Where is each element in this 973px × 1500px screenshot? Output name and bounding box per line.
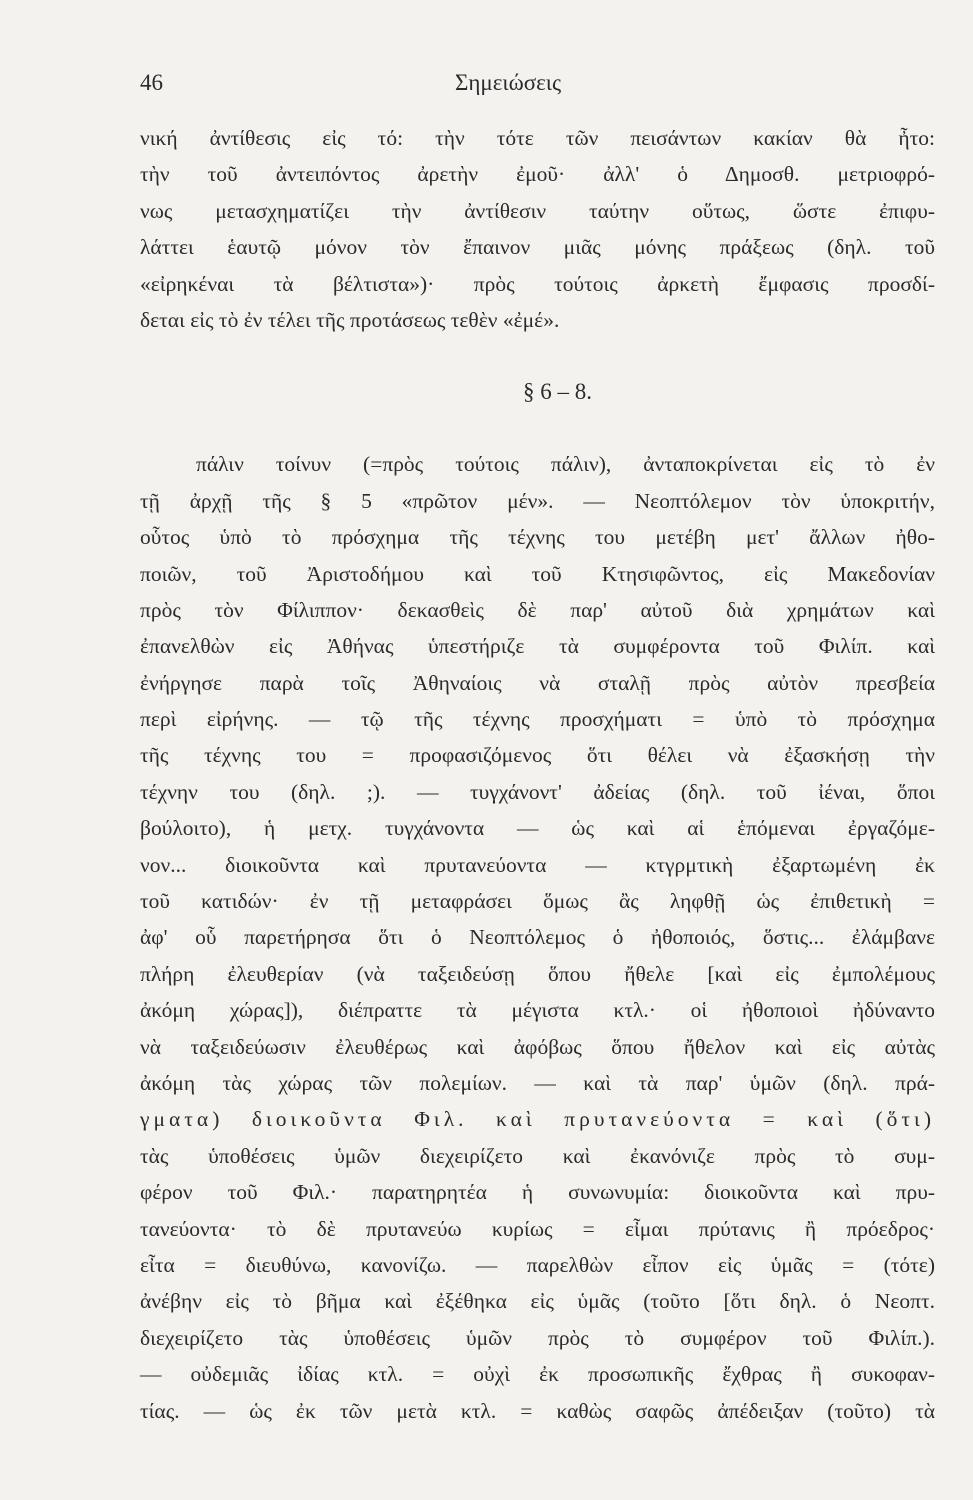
text-line: γματα) διοικοῦντα Φιλ. καὶ πρυτανεύοντα = καὶ (ὅτι) [140, 1107, 935, 1132]
text-line: πρὸς τὸν Φίλιππον· δεκασθεὶς δὲ παρ' αὐτοῦ διὰ χρημάτων καὶ [140, 597, 935, 622]
text-line: πλήρη ἐλευθερίαν (νὰ ταξειδεύσῃ ὅπου ἤθελε [καὶ εἰς ἐμπολέμους [140, 961, 935, 986]
text-line: ἀνέβην εἰς τὸ βῆμα καὶ ἐξέθηκα εἰς ὑμᾶς (τοῦτο [ὅτι δηλ. ὁ Νεοπτ. [140, 1289, 935, 1314]
section-heading: § 6 – 8. [523, 379, 592, 405]
paragraph-2 [140, 446, 935, 1429]
text-line: νως μετασχηματίζει τὴν ἀντίθεσιν ταύτην οὕτως, ὥστε ἐπιφυ- [140, 198, 935, 223]
text-line: ἀφ' οὗ παρετήρησα ὅτι ὁ Νεοπτόλεμος ὁ ἠθοποιός, ὅστις... ἐλάμβανε [140, 925, 935, 950]
text-line: νὰ ταξειδεύωσιν ἐλευθέρως καὶ ἀφόβως ὅπου ἤθελον καὶ εἰς αὐτὰς [140, 1034, 935, 1059]
text-line: διεχειρίζετο τὰς ὑποθέσεις ὑμῶν πρὸς τὸ συμφέρον τοῦ Φιλίπ.). [140, 1325, 935, 1350]
text-line: εἶτα = διευθύνω, κανονίζω. — παρελθὼν εἶπον εἰς ὑμᾶς = (τότε) [140, 1252, 935, 1277]
text-line: νον... διοικοῦντα καὶ πρυτανεύοντα — κτγρμτικὴ ἐξαρτωμένη ἐκ [140, 852, 935, 877]
text-line: νική ἀντίθεσις εἰς τό: τὴν τότε τῶν πεισάντων κακίαν θὰ ἦτο: [140, 126, 935, 150]
text-line: «εἰρηκέναι τὰ βέλτιστα»)· πρὸς τούτοις ἀρκετὴ ἔμφασις προσδί- [140, 271, 935, 296]
text-line: τέχνην του (δηλ. ;). — τυγχάνοντ' ἀδείας (δηλ. τοῦ ἰέναι, ὅποι [140, 779, 935, 804]
text-line: ἀκόμη χώρας]), διέπραττε τὰ μέγιστα κτλ.· οἱ ἠθοποιοὶ ἠδύναντο [140, 998, 935, 1023]
text-line: τοῦ κατιδών· ἐν τῇ μεταφράσει ὅμως ἂς ληφθῇ ὡς ἐπιθετικὴ = [140, 889, 935, 914]
text-line: περὶ εἰρήνης. — τῷ τῆς τέχνης προσχήματι = ὑπὸ τὸ πρόσχημα [140, 707, 935, 732]
body-text [140, 120, 935, 1429]
text-line: ἐπανελθὼν εἰς Ἀθήνας ὑπεστήριζε τὰ συμφέροντα τοῦ Φιλίπ. καὶ [140, 634, 935, 659]
text-line: λάττει ἑαυτῷ μόνον τὸν ἔπαινον μιᾶς μόνης πράξεως (δηλ. τοῦ [140, 235, 935, 260]
text-line: ποιῶν, τοῦ Ἀριστοδήμου καὶ τοῦ Κτησιφῶντος, εἰς Μακεδονίαν [140, 561, 935, 586]
text-line: πάλιν τοίνυν (=πρὸς τούτοις πάλιν), ἀνταποκρίνεται εἰς τὸ ἐν [196, 452, 935, 477]
text-line: ἀκόμη τὰς χώρας τῶν πολεμίων. — καὶ τὰ παρ' ὑμῶν (δηλ. πρά- [140, 1070, 935, 1095]
text-line: τὰς ὑποθέσεις ὑμῶν διεχειρίζετο καὶ ἐκανόνιζε πρὸς τὸ συμ- [140, 1143, 935, 1168]
page-header [140, 70, 930, 106]
text-line: βούλοιτο), ἡ μετχ. τυγχάνοντα — ὡς καὶ αἱ ἑπόμεναι ἐργαζόμε- [140, 816, 935, 841]
text-line: — οὐδεμιᾶς ἰδίας κτλ. = οὐχὶ ἐκ προσωπικῆς ἔχθρας ἢ συκοφαν- [140, 1362, 935, 1387]
text-line: δεται εἰς τὸ ἐν τέλει τῆς προτάσεως τεθὲν «ἐμέ». [140, 307, 560, 332]
text-line: οὗτος ὑπὸ τὸ πρόσχημα τῆς τέχνης του μετέβη μετ' ἄλλων ἠθο- [140, 525, 935, 550]
text-line: φέρον τοῦ Φιλ.· παρατηρητέα ἡ συνωνυμία: διοικοῦντα καὶ πρυ- [140, 1180, 935, 1205]
text-line: τῆς τέχνης του = προφασιζόμενος ὅτι θέλει νὰ ἐξασκήσῃ τὴν [140, 743, 935, 768]
text-line: ἐνήργησε παρὰ τοῖς Ἀθηναίοις νὰ σταλῇ πρὸς αὐτὸν πρεσβεία [140, 670, 935, 695]
paragraph-1 [140, 120, 935, 338]
text-line: τίας. — ὡς ἐκ τῶν μετὰ κτλ. = καθὼς σαφῶς ἀπέδειξαν (τοῦτο) τὰ [140, 1398, 935, 1423]
text-line: τὴν τοῦ ἀντειπόντος ἀρετὴν ἐμοῦ· ἀλλ' ὁ Δημοσθ. μετριοφρό- [140, 162, 935, 187]
page-number: 46 [140, 70, 163, 95]
running-title: Σημειώσεις [455, 70, 562, 95]
text-line: τανεύοντα· τὸ δὲ πρυτανεύω κυρίως = εἶμαι πρύτανις ἢ πρόεδρος· [140, 1216, 935, 1241]
text-line: τῇ ἀρχῇ τῆς § 5 «πρῶτον μέν». — Νεοπτόλεμον τὸν ὑποκριτήν, [140, 488, 935, 513]
